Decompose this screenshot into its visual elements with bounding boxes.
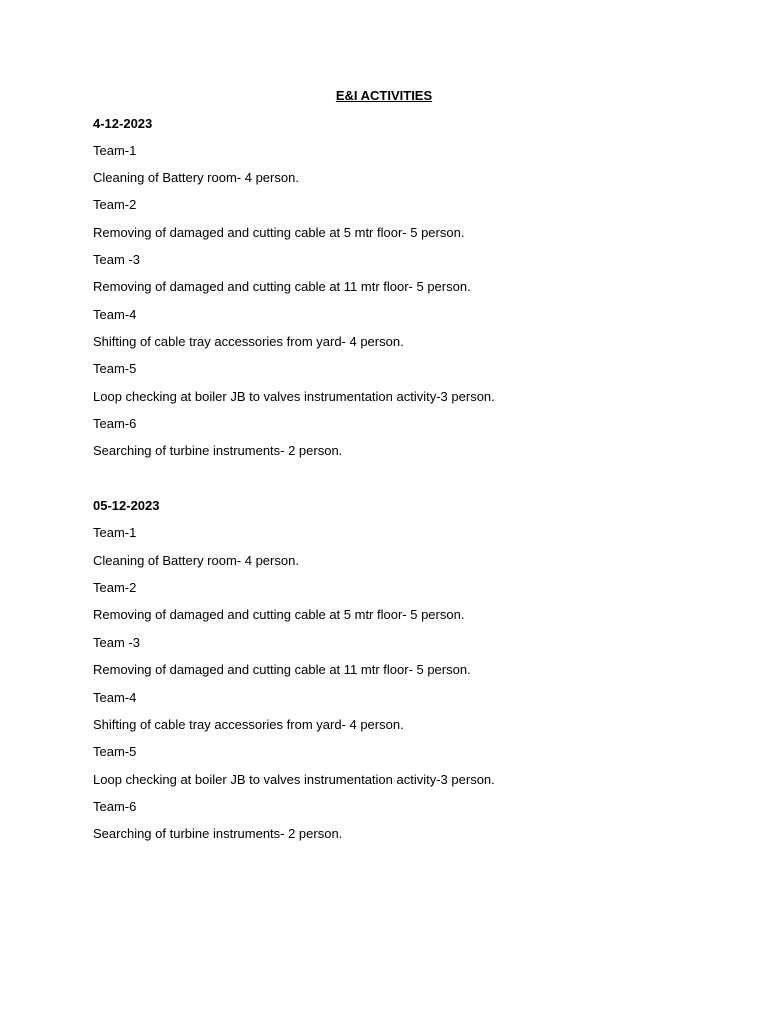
team-label: Team -3	[93, 635, 140, 650]
team-label: Team-1	[93, 143, 137, 158]
team-activity: Cleaning of Battery room- 4 person.	[93, 553, 299, 568]
team-activity: Shifting of cable tray accessories from yard- 4 person.	[93, 334, 404, 349]
team-activity: Shifting of cable tray accessories from yard- 4 person.	[93, 717, 404, 732]
team-label: Team-2	[93, 197, 137, 212]
team-label: Team-6	[93, 799, 137, 814]
team-activity: Removing of damaged and cutting cable at 11 mtr floor- 5 person.	[93, 279, 471, 294]
team-label: Team-1	[93, 525, 137, 540]
team-label: Team-5	[93, 744, 137, 759]
team-activity: Removing of damaged and cutting cable at 5 mtr floor- 5 person.	[93, 225, 465, 240]
team-label: Team-4	[93, 307, 137, 322]
team-activity: Loop checking at boiler JB to valves instrumentation activity-3 person.	[93, 772, 495, 787]
team-activity: Loop checking at boiler JB to valves instrumentation activity-3 person.	[93, 389, 495, 404]
team-label: Team-5	[93, 361, 137, 376]
team-label: Team-6	[93, 416, 137, 431]
team-activity: Removing of damaged and cutting cable at 5 mtr floor- 5 person.	[93, 607, 465, 622]
section-date: 05-12-2023	[93, 498, 160, 513]
document-title: E&I ACTIVITIES	[335, 88, 433, 103]
team-activity: Cleaning of Battery room- 4 person.	[93, 170, 299, 185]
team-label: Team-4	[93, 690, 137, 705]
team-label: Team -3	[93, 252, 140, 267]
section-date: 4-12-2023	[93, 116, 153, 131]
team-label: Team-2	[93, 580, 137, 595]
team-activity: Searching of turbine instruments- 2 person.	[93, 826, 343, 841]
team-activity: Searching of turbine instruments- 2 person.	[93, 443, 343, 458]
team-activity: Removing of damaged and cutting cable at 11 mtr floor- 5 person.	[93, 662, 471, 677]
